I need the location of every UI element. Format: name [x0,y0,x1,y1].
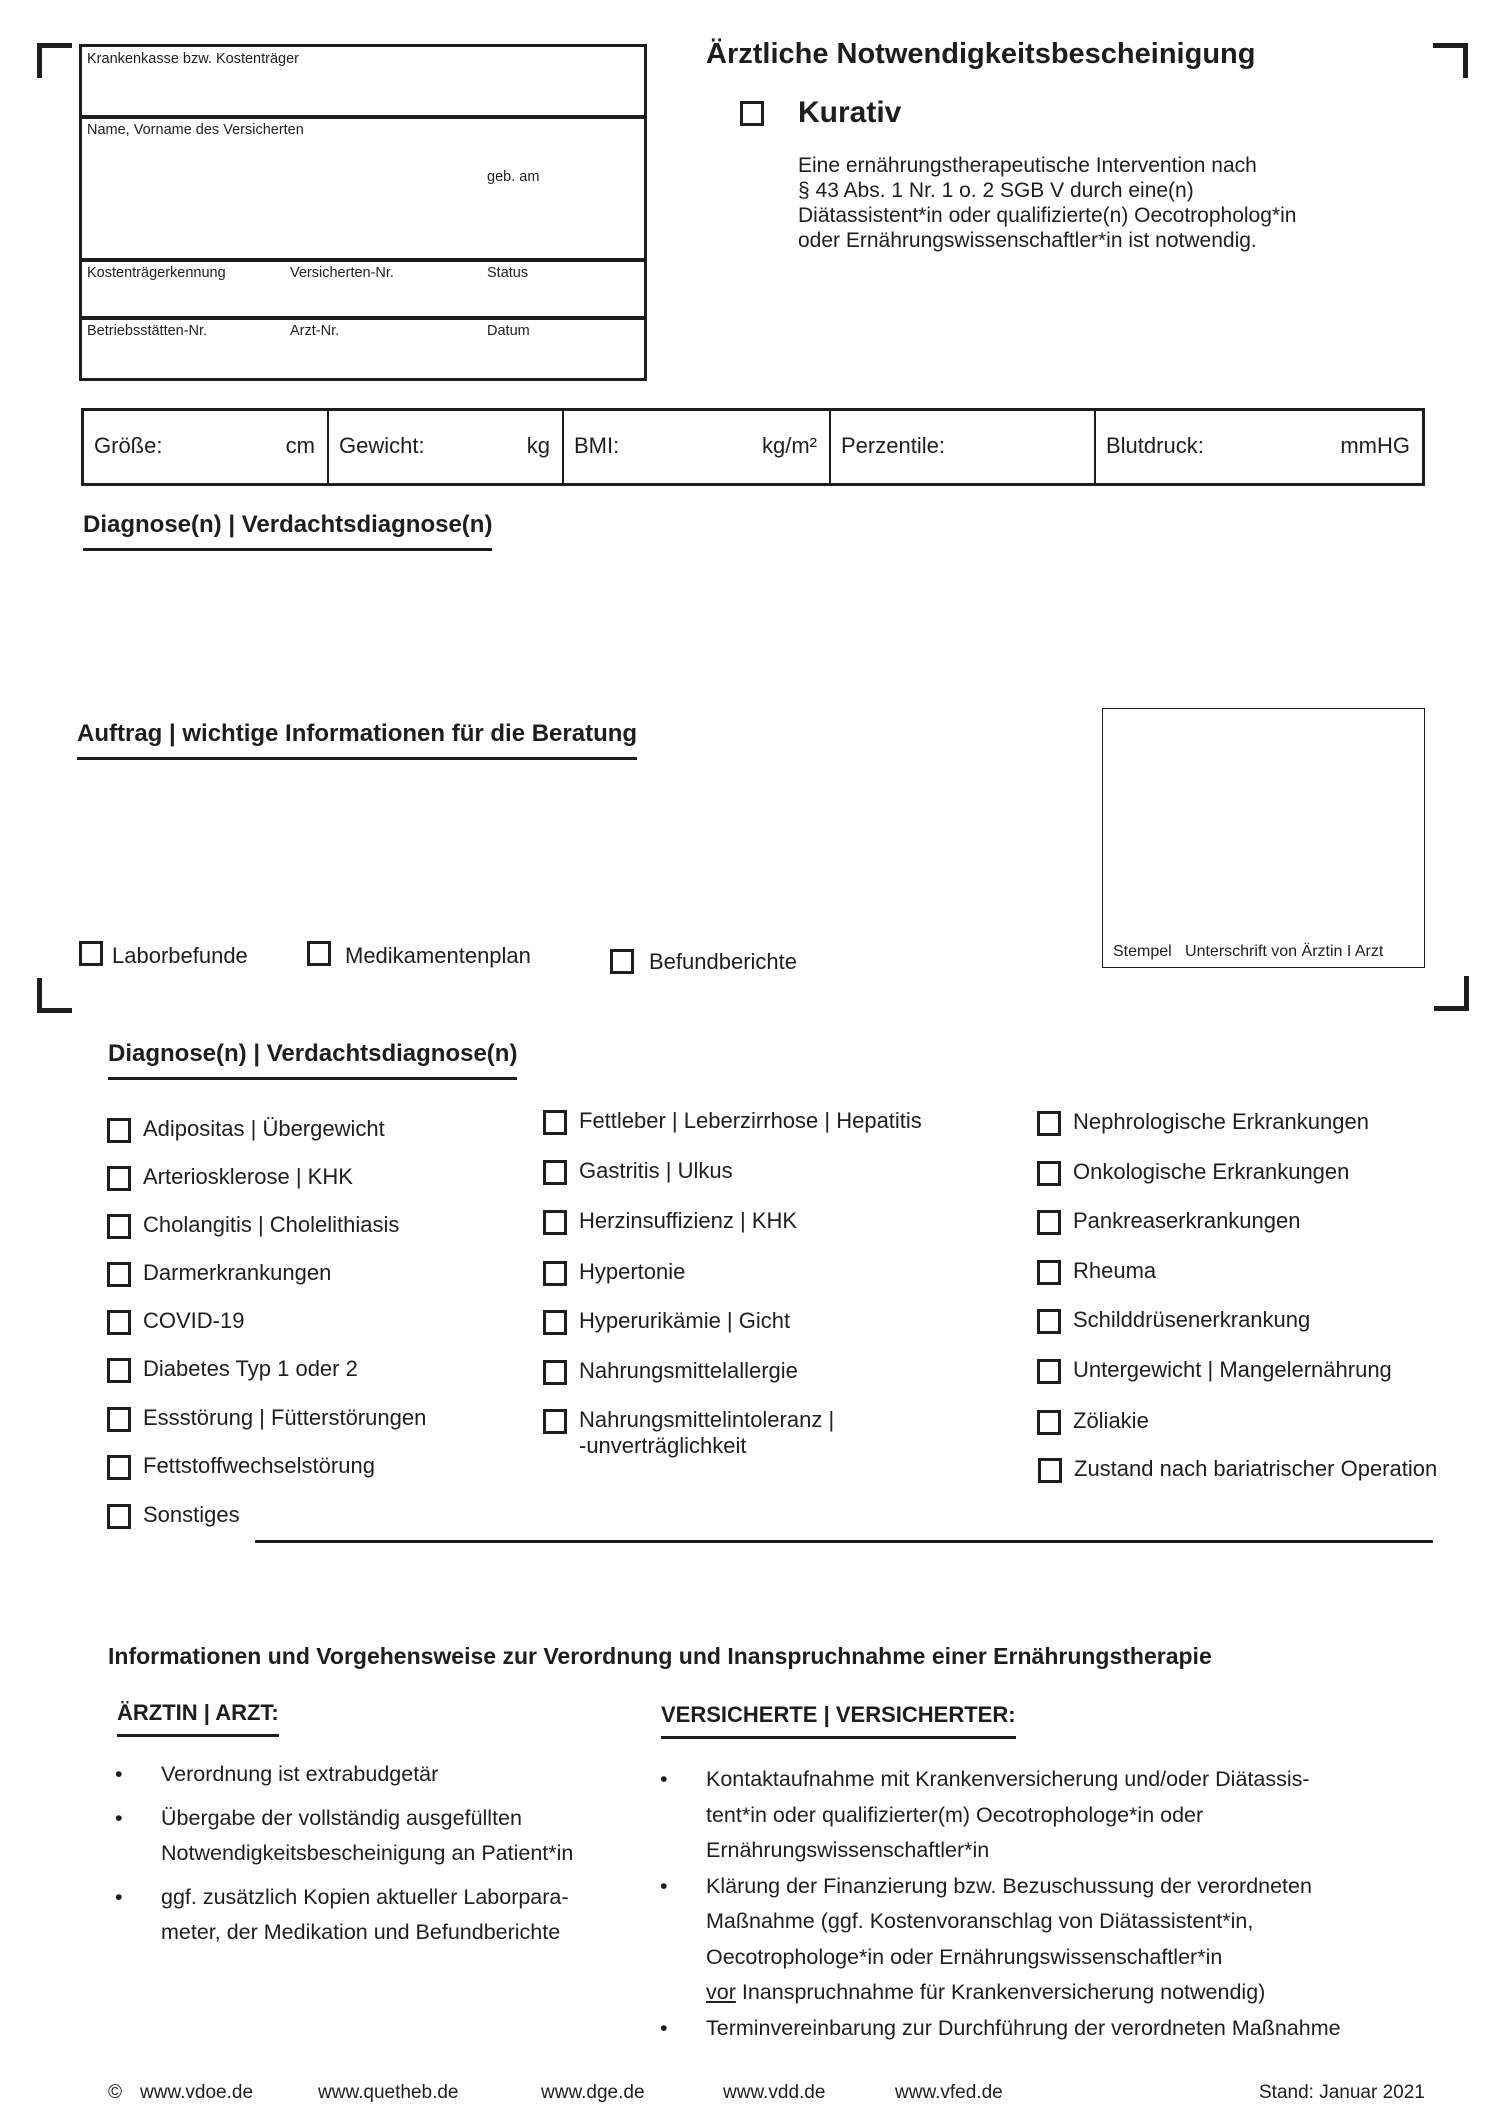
weight-field[interactable] [329,411,564,483]
findings-reports-label: Befundberichte [649,949,797,974]
checkbox[interactable] [1037,1260,1061,1285]
bmi-field[interactable] [564,411,831,483]
option-label: Untergewicht | Mangelernährung [1073,1357,1392,1382]
checkbox[interactable] [1037,1410,1061,1435]
status-label: Status [487,265,529,281]
bullet-line: Klärung der Finanzierung bzw. Bezuschussung der verordneten [706,1873,1312,1898]
bullet-line: Ernährungswissenschaftler*in [706,1838,990,1862]
blood-pressure-field[interactable] [1096,411,1422,483]
option-label: Darmerkrankungen [143,1260,332,1285]
crop-mark-top-right [1433,43,1468,78]
bullet-icon: • [115,1805,123,1830]
option-label: Cholangitis | Cholelithiasis [143,1212,400,1237]
blood-pressure-label: Blutdruck: [1106,433,1204,458]
bmi-label: BMI: [574,433,620,458]
payer-id-label: Kostenträgerkennung [87,265,226,281]
option-label: Onkologische Erkrankungen [1073,1159,1350,1184]
option-label: Zöliakie [1073,1408,1149,1433]
checkbox[interactable] [107,1310,131,1335]
checkbox[interactable] [543,1360,567,1385]
crop-mark-bottom-right [1434,976,1469,1011]
checkbox[interactable] [543,1110,567,1135]
intro-text [798,153,1358,253]
checkbox[interactable] [107,1262,131,1287]
bullet-line: Terminvereinbarung zur Durchführung der verordneten Maßnahme [706,2015,1341,2040]
height-field[interactable] [84,411,329,483]
intro-line: Diätassistent*in oder qualifizierte(n) Oecotropholog*in [798,204,1297,227]
checkbox[interactable] [107,1504,131,1529]
insured-bullet-list [660,1762,1341,2046]
footer-link-vdoe[interactable]: www.vdoe.de [140,2082,254,2103]
height-unit: cm [285,433,315,458]
bullet-line: Maßnahme (ggf. Kostenvoranschlag von Diätassistent*in, [706,1909,1254,1933]
option-label: Fettstoffwechselstörung [143,1453,375,1478]
order-heading: Auftrag | wichtige Informationen für die Beratung [77,720,637,760]
order-text-area[interactable] [77,770,1077,930]
bullet-item [660,2011,1341,2047]
checkbox[interactable] [543,1310,567,1335]
kurativ-checkbox[interactable] [740,101,764,126]
kurativ-label: Kurativ [798,96,902,129]
percentile-field[interactable] [831,411,1096,483]
divider [82,316,644,320]
insured-no-label: Versicherten-Nr. [290,265,394,281]
checkbox[interactable] [543,1160,567,1185]
option-label: Schilddrüsenerkrankung [1073,1307,1311,1332]
option-label: Herzinsuffizienz | KHK [579,1208,798,1233]
measurements-row [81,408,1425,486]
bullet-line: Oecotrophologe*in oder Ernährungswissenschaftler*in [706,1944,1223,1969]
checkbox[interactable] [1037,1309,1061,1334]
bullet-item [115,1757,573,1793]
weight-label: Gewicht: [339,433,425,458]
checkbox[interactable] [107,1166,131,1191]
checkbox[interactable] [543,1210,567,1235]
option-label: Hyperurikämie | Gicht [579,1308,791,1333]
option-label-continued: -unverträglichkeit [579,1433,747,1458]
option-label: Fettleber | Leberzirrhose | Hepatitis [579,1108,922,1133]
intro-line: § 43 Abs. 1 Nr. 1 o. 2 SGB V durch eine(n) [798,179,1194,202]
stamp-signature-box[interactable] [1102,708,1425,968]
checkbox[interactable] [1038,1458,1062,1483]
option-label: Arteriosklerose | KHK [143,1164,353,1189]
height-label: Größe: [94,433,163,458]
dob-label: geb. am [487,169,540,185]
bmi-unit: kg/m² [762,433,817,458]
checkbox[interactable] [107,1358,131,1383]
bullet-item [115,1880,573,1951]
option-label: Sonstiges [143,1502,240,1527]
option-label: Zustand nach bariatrischer Operation [1074,1456,1438,1481]
copyright-icon: © [108,2082,122,2103]
option-label: Essstörung | Fütterstörungen [143,1405,427,1430]
crop-mark-bottom-left [37,978,72,1013]
lab-results-checkbox[interactable] [79,941,103,966]
bullet-icon: • [115,1884,123,1909]
option-label: Adipositas | Übergewicht [143,1116,385,1141]
bullet-line: ggf. zusätzlich Kopien aktueller Laborpara- [161,1884,569,1909]
option-label: Hypertonie [579,1259,686,1284]
info-title: Informationen und Vorgehensweise zur Verordnung und Inanspruchnahme einer Ernährungstherapie [108,1643,1212,1669]
option-label: Pankreaserkrankungen [1073,1208,1301,1233]
bullet-icon: • [115,1762,123,1786]
bullet-line: Verordnung ist extrabudgetär [161,1762,439,1786]
option-label: Nephrologische Erkrankungen [1073,1109,1369,1134]
option-label: COVID-19 [143,1308,245,1333]
document-title: Ärztliche Notwendigkeitsbescheinigung [706,38,1256,70]
bullet-item [115,1801,573,1872]
checkbox[interactable] [107,1407,131,1432]
footer-link-vdd[interactable]: www.vdd.de [723,2082,826,2103]
bullet-line-rest: Inanspruchnahme für Krankenversicherung notwendig) [735,1980,1266,2004]
checkbox[interactable] [1037,1210,1061,1235]
findings-reports-checkbox[interactable] [610,949,634,974]
date-label: Datum [487,323,530,339]
checklist-heading: Diagnose(n) | Verdachtsdiagnose(n) [108,1040,517,1080]
payer-label: Krankenkasse bzw. Kostenträger [87,51,299,67]
checkbox[interactable] [107,1214,131,1239]
stamp-label: Stempel Unterschrift von Ärztin I Arzt [1113,943,1384,960]
crop-mark-top-left [37,43,72,78]
footer-link-vfed[interactable]: www.vfed.de [895,2082,1003,2103]
bullet-line: Übergabe der vollständig ausgefüllten [161,1805,522,1830]
checkbox[interactable] [107,1455,131,1480]
checkbox[interactable] [1037,1359,1061,1384]
intro-line: oder Ernährungswissenschaftler*in ist notwendig. [798,229,1257,252]
divider [82,258,644,262]
medication-plan-checkbox[interactable] [307,941,331,966]
bullet-line: Kontaktaufnahme mit Krankenversicherung und/oder Diätassis- [706,1767,1310,1791]
divider [82,115,644,119]
bullet-icon: • [660,1767,668,1791]
version-date: Stand: Januar 2021 [1259,2082,1425,2103]
checkbox[interactable] [1037,1111,1061,1136]
site-no-label: Betriebsstätten-Nr. [87,323,208,339]
bullet-icon: • [660,1873,668,1898]
bullet-line: meter, der Medikation und Befundberichte [161,1920,561,1944]
option-label: Diabetes Typ 1 oder 2 [143,1356,358,1381]
bullet-item [660,1762,1341,1869]
option-label: Nahrungsmittelintoleranz | [579,1407,835,1432]
checkbox[interactable] [1037,1161,1061,1186]
footer-link-quetheb[interactable]: www.quetheb.de [318,2082,459,2103]
intro-line: Eine ernährungstherapeutische Intervention nach [798,154,1257,177]
insurance-info-box [79,44,647,381]
option-label: Rheuma [1073,1258,1157,1283]
percentile-label: Perzentile: [841,433,945,458]
bullet-line [706,1975,1341,2011]
option-label: Gastritis | Ulkus [579,1158,733,1183]
insured-heading: VERSICHERTE | VERSICHERTER: [661,1702,1016,1739]
blood-pressure-unit: mmHG [1340,433,1410,458]
bullet-line: Notwendigkeitsbescheinigung an Patient*in [161,1841,574,1865]
diagnosis-text-area[interactable] [83,560,1083,690]
doctor-heading: ÄRZTIN | ARZT: [117,1700,279,1737]
bullet-icon: • [660,2015,668,2040]
bullet-line: tent*in oder qualifizierter(m) Oecotrophologe*in oder [706,1802,1204,1827]
footer-link-dge[interactable]: www.dge.de [541,2082,645,2103]
checkbox[interactable] [543,1409,567,1434]
bullet-item [660,1869,1341,2011]
option-label: Nahrungsmittelallergie [579,1358,798,1383]
diagnosis-heading: Diagnose(n) | Verdachtsdiagnose(n) [83,511,492,551]
emphasis-word: vor [706,1980,736,2004]
other-diagnosis-input-line[interactable] [255,1540,1433,1543]
lab-results-label: Laborbefunde [112,943,248,968]
weight-unit: kg [526,433,550,458]
medication-plan-label: Medikamentenplan [345,943,531,968]
name-label: Name, Vorname des Versicherten [87,122,304,138]
checkbox[interactable] [107,1118,131,1143]
checkbox[interactable] [543,1261,567,1286]
doctor-no-label: Arzt-Nr. [290,323,340,339]
doctor-bullet-list [115,1757,573,1951]
